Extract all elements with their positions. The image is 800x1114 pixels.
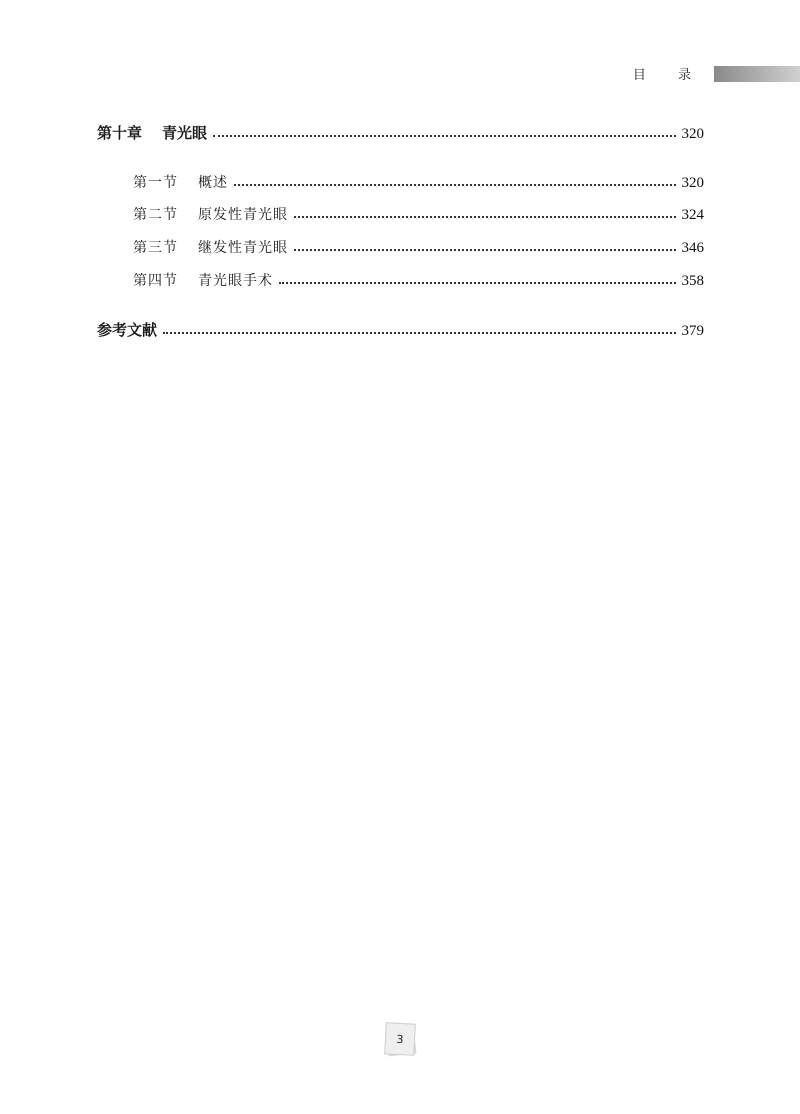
toc-references-entry[interactable] <box>97 319 704 340</box>
dot-leader <box>234 182 676 186</box>
references-title: 参考文献 <box>97 321 158 339</box>
dot-leader <box>279 280 676 284</box>
dot-leader <box>294 214 676 218</box>
section-page: 324 <box>681 207 704 223</box>
chapter-page: 320 <box>681 126 704 142</box>
section-page: 358 <box>681 273 704 289</box>
section-title: 原发性青光眼 <box>198 207 288 223</box>
dot-leader <box>294 247 676 251</box>
toc-section-entry[interactable] <box>133 237 704 257</box>
chapter-number: 第十章 <box>97 124 143 142</box>
section-number: 第三节 <box>133 240 178 256</box>
toc-section-entry[interactable] <box>133 270 704 290</box>
references-page: 379 <box>681 323 704 339</box>
header-tab-bar <box>714 66 800 82</box>
section-title: 青光眼手术 <box>198 273 273 289</box>
toc-section-entry[interactable] <box>133 172 704 192</box>
page-number-badge <box>385 1023 415 1055</box>
section-page: 346 <box>681 240 704 256</box>
header-label: 目 录 <box>632 68 705 83</box>
section-number: 第二节 <box>133 207 178 223</box>
section-number: 第一节 <box>133 175 178 191</box>
toc-chapter-entry[interactable] <box>97 122 704 143</box>
dot-leader <box>163 330 675 334</box>
page-number: 3 <box>384 1022 416 1056</box>
section-page: 320 <box>681 175 704 191</box>
section-number: 第四节 <box>133 273 178 289</box>
section-title: 继发性青光眼 <box>198 240 288 256</box>
section-title: 概述 <box>198 175 228 191</box>
chapter-title: 青光眼 <box>162 124 208 142</box>
dot-leader <box>213 133 675 137</box>
toc-section-entry[interactable] <box>133 204 704 224</box>
